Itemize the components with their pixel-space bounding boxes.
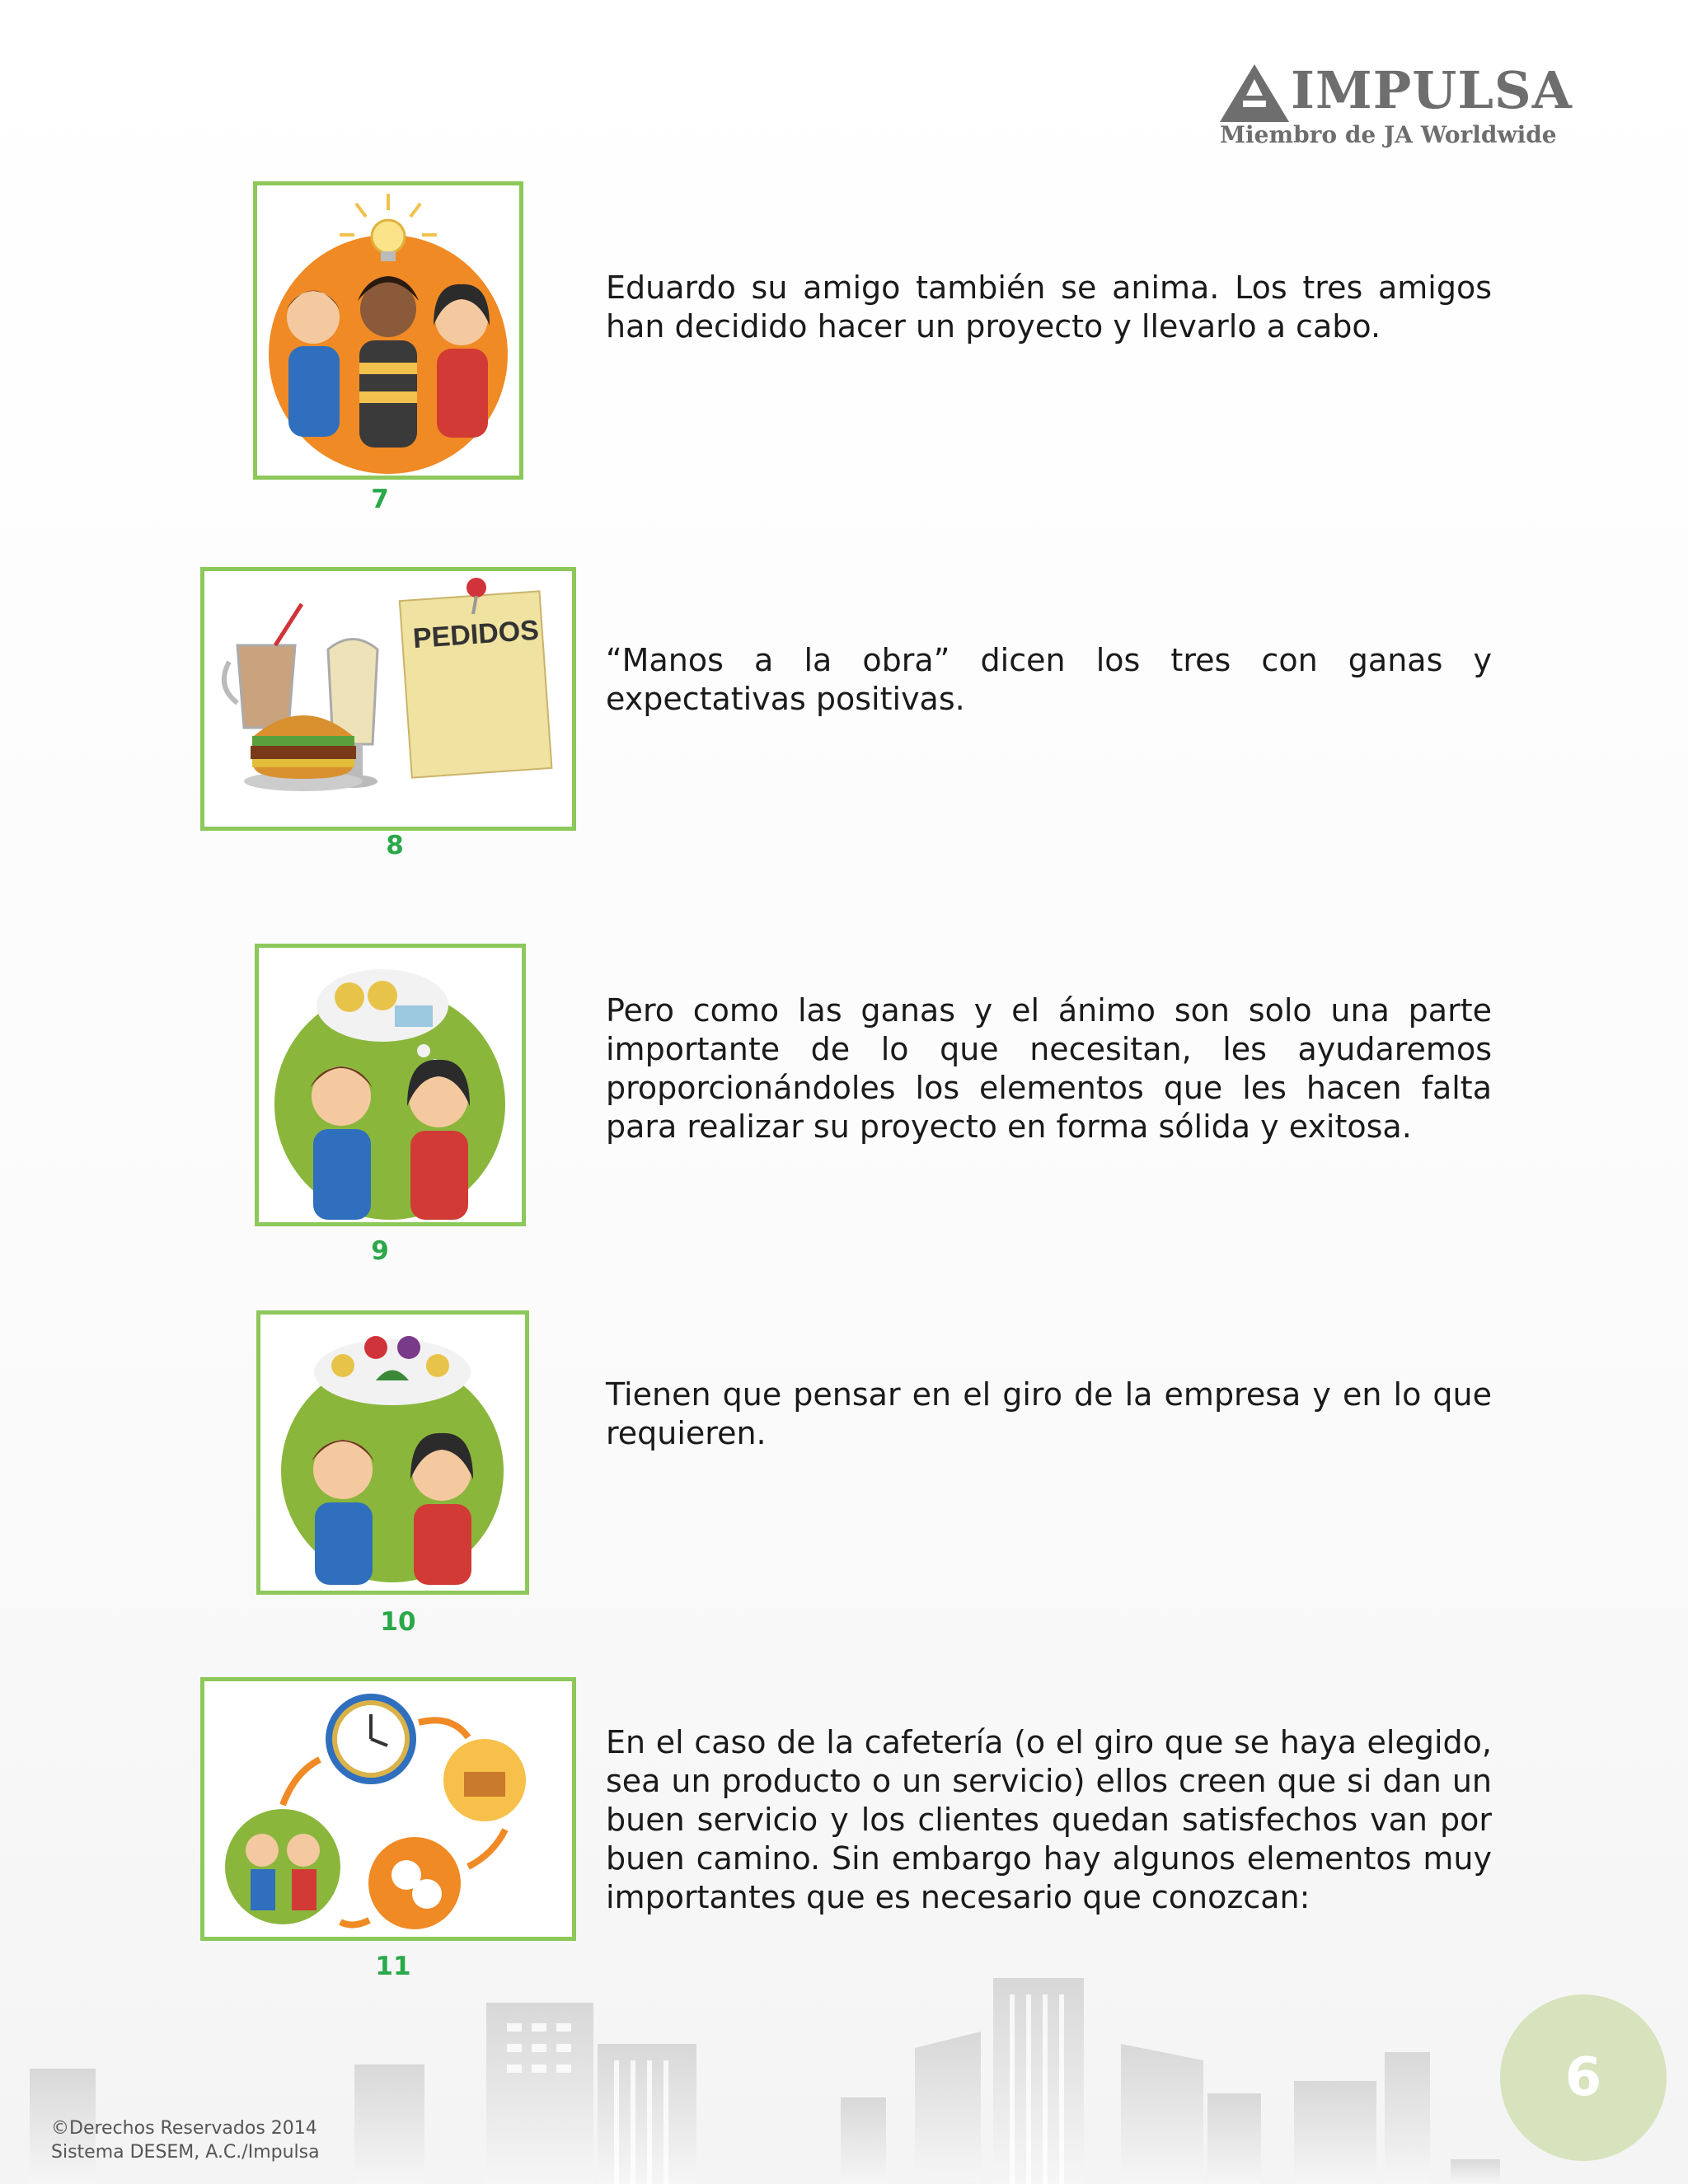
figure-number-10: 10	[380, 1607, 416, 1637]
figure-number-11: 11	[375, 1952, 411, 1981]
page-number-badge	[1500, 1994, 1667, 2161]
logo-subtitle: Miembro de JA Worldwide	[1220, 121, 1557, 148]
three-friends-idea-image	[257, 185, 519, 476]
pedidos-note-label: PEDIDOS	[411, 614, 541, 655]
paragraph-10: Tienen que pensar en el giro de la empresa y en lo que requieren.	[606, 1376, 1492, 1451]
illustration-three-friends	[253, 181, 523, 480]
impulsa-logo	[1218, 58, 1573, 148]
illustration-service-cycle	[200, 1677, 576, 1941]
illustration-business-thought	[256, 1310, 529, 1595]
food-and-orders-image	[204, 571, 572, 827]
paragraph-8: “Manos a la obra” dicen los tres con ganas y expectativas positivas.	[606, 642, 1492, 717]
illustration-money-thought	[255, 944, 526, 1226]
illustration-food-orders	[200, 567, 576, 831]
paragraph-11: En el caso de la cafetería (o el giro que se haya elegido, sea un producto o un servicio) ellos creen que si dan un buen servicio y los clientes quedan satisfechos van por buen camino. Sin embargo hay algunos elementos muy importantes que es necesario que conozcan:	[606, 1724, 1492, 1915]
business-thought-image	[260, 1315, 525, 1591]
logo-name: IMPULSA	[1291, 60, 1573, 120]
triangle-logo-icon	[1218, 63, 1291, 124]
figure-number-8: 8	[386, 831, 404, 860]
copyright-line-1: ©Derechos Reservados 2014	[51, 2118, 317, 2139]
paragraph-7: Eduardo su amigo también se anima. Los tres amigos han decidido hacer un proyecto y llevarlo a cabo.	[606, 269, 1492, 344]
service-cycle-image	[204, 1681, 572, 1937]
figure-number-9: 9	[371, 1236, 389, 1266]
paragraph-9: Pero como las ganas y el ánimo son solo una parte importante de lo que necesitan, les ayudaremos proporcionándoles los elementos que les hacen falta para realizar su proyecto en forma sólida y exitosa.	[606, 992, 1492, 1145]
figure-number-7: 7	[371, 485, 389, 514]
copyright-notice	[51, 2116, 320, 2164]
copyright-line-2: Sistema DESEM, A.C./Impulsa	[51, 2142, 320, 2163]
page-number: 6	[1564, 2047, 1602, 2108]
money-thought-image	[259, 948, 522, 1222]
